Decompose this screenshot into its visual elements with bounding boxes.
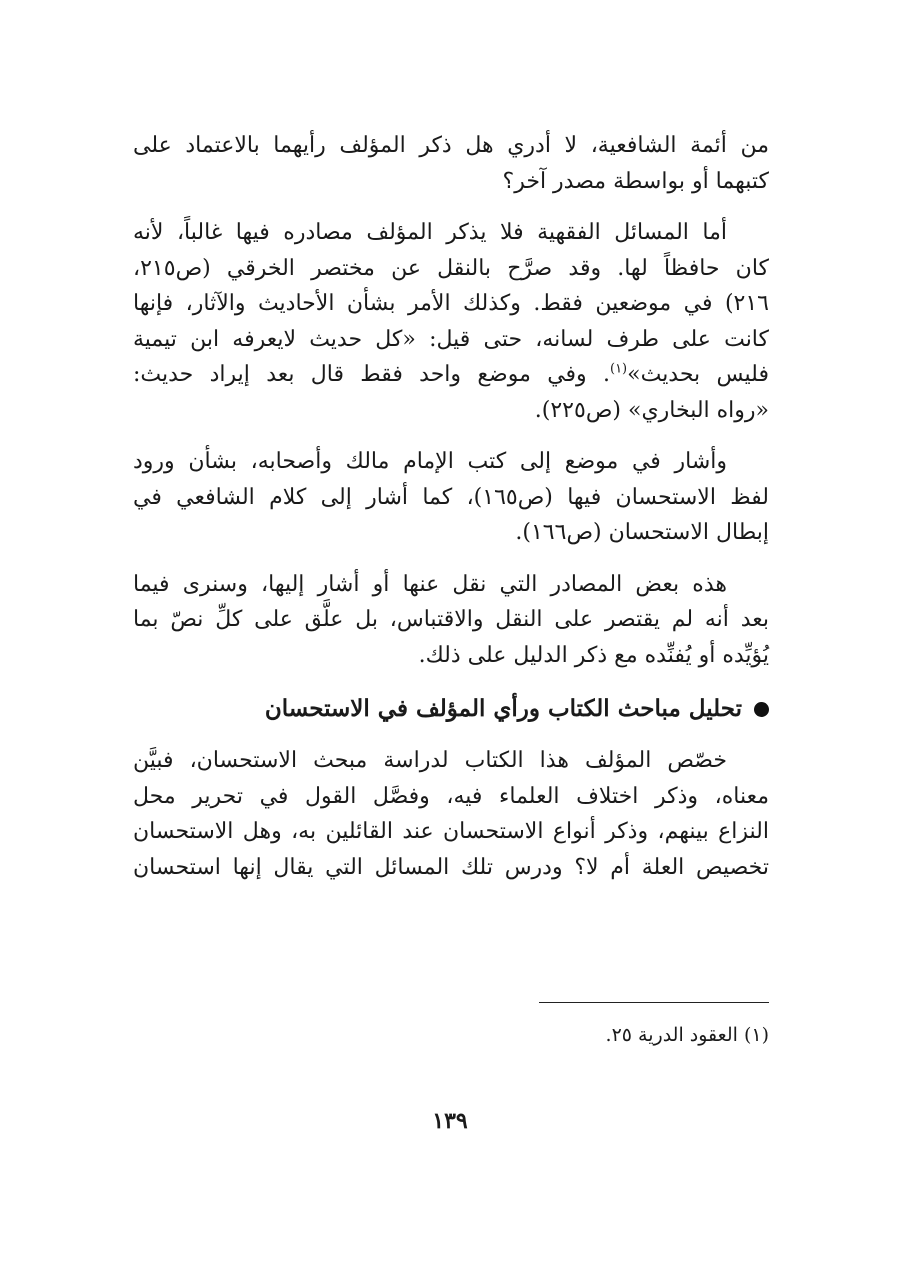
text-line: النزاع بينهم، وذكر أنواع الاستحسان عند القائلين به، وهل الاستحسان	[133, 819, 769, 844]
text-segment: فليس بحديث»	[627, 362, 769, 387]
text-line: إبطال الاستحسان (ص١٦٦).	[515, 520, 769, 545]
bullet-icon	[754, 702, 769, 717]
section-heading-text: تحليل مباحث الكتاب ورأي المؤلف في الاستحسان	[264, 695, 742, 722]
footnote: (١) العقود الدرية ٢٥.	[605, 1024, 769, 1046]
text-line: كتبهما أو بواسطة مصدر آخر؟	[502, 168, 769, 194]
text-line: كانت على طرف لسانه، حتى قيل: «كل حديث لايعرفه ابن تيمية	[133, 326, 769, 352]
text-line: معناه، وذكر اختلاف العلماء فيه، وفصَّل القول في تحرير محل	[133, 783, 769, 809]
footnote-marker: (١)	[609, 361, 628, 377]
text-line: خصّص المؤلف هذا الكتاب لدراسة مبحث الاستحسان، فبيَّن	[133, 748, 727, 773]
text-line: يُؤيِّده أو يُفنِّده مع ذكر الدليل على ذلك.	[418, 642, 769, 668]
paragraph-3	[133, 444, 769, 551]
text-line: لفظ الاستحسان فيها (ص١٦٥)، كما أشار إلى كلام الشافعي في	[133, 484, 769, 510]
text-segment: . وفي موضع واحد فقط قال بعد إيراد حديث:	[133, 362, 610, 387]
section-heading	[133, 689, 769, 729]
paragraph-4	[133, 567, 769, 674]
text-line: ٢١٦) في موضعين فقط. وكذلك الأمر بشأن الأحاديث والآثار، فإنها	[133, 291, 769, 316]
text-line-with-footnote	[133, 357, 769, 393]
page-number: ١٣٩	[432, 1108, 468, 1134]
text-line: أما المسائل الفقهية فلا يذكر المؤلف مصادره فيها غالباً، لأنه	[133, 220, 727, 245]
text-line: من أئمة الشافعية، لا أدري هل ذكر المؤلف رأيهما بالاعتماد على	[133, 133, 769, 158]
footnote-divider	[539, 1002, 769, 1003]
paragraph-2	[133, 215, 769, 428]
paragraph-5	[133, 743, 769, 885]
text-line: كان حافظاً لها. وقد صرَّح بالنقل عن مختصر الخرقي (ص٢١٥،	[133, 255, 769, 281]
text-line: هذه بعض المصادر التي نقل عنها أو أشار إليها، وسنرى فيما	[133, 571, 727, 597]
text-line: تخصيص العلة أم لا؟ ودرس تلك المسائل التي يقال إنها استحسان	[133, 854, 769, 880]
text-line: وأشار في موضع إلى كتب الإمام مالك وأصحابه، بشأن ورود	[133, 449, 727, 474]
page-body	[133, 128, 769, 1046]
paragraph-1	[133, 128, 769, 199]
text-line: بعد أنه لم يقتصر على النقل والاقتباس، بل علَّق على كلِّ نصّ بما	[133, 607, 769, 632]
text-line: «رواه البخاري» (ص٢٢٥).	[534, 397, 769, 423]
